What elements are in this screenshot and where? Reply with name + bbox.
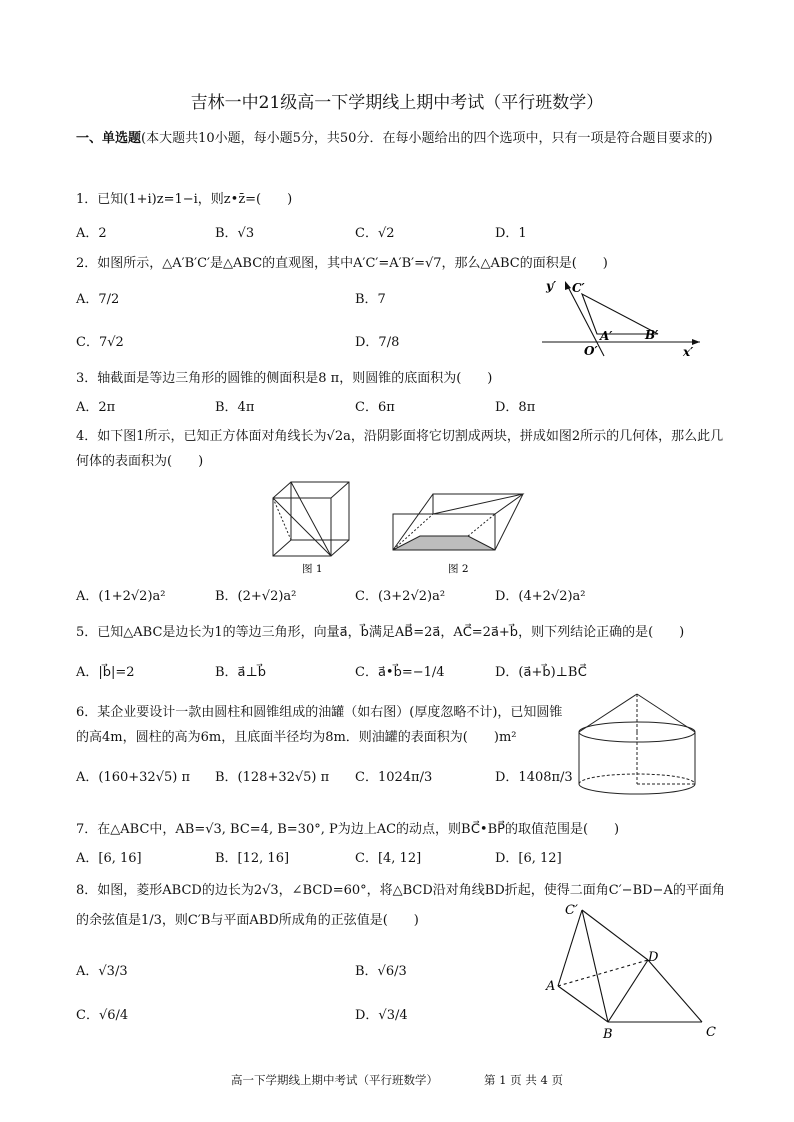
q4-option-a: A．(1+2√2)a²	[76, 589, 166, 604]
q8-label-b: B	[603, 1027, 613, 1042]
q3-option-a: A．2π	[76, 400, 116, 415]
q2-label-cprime: C′	[572, 281, 585, 295]
q2-option-a: A．7/2	[76, 292, 120, 307]
q8-option-a: A．√3/3	[76, 964, 128, 979]
question-8-stem: 8．如图，菱形ABCD的边长为2√3，∠BCD=60°，将△BCD沿对角线BD折起，使得二面角C′−BD−A的平面角的余弦值是1/3，则C′B与平面ABD所成角的正弦值是( )	[76, 883, 725, 928]
q2-oblique-drawing-figure	[538, 276, 708, 360]
q1-option-d: D．1	[495, 226, 527, 241]
q5-option-a: A．|b⃗|=2	[76, 665, 135, 680]
q2-option-c: C．7√2	[76, 335, 124, 350]
q1-option-a: A．2	[76, 226, 107, 241]
section-header	[76, 126, 726, 151]
footer-exam-name: 高一下学期线上期中考试（平行班数学）	[231, 1073, 439, 1087]
q2-label-aprime: A′	[600, 329, 613, 343]
q2-option-b: B．7	[355, 292, 386, 307]
section-heading: 一、单选题	[76, 131, 142, 146]
q2-label-oprime: O′	[584, 344, 598, 358]
q8-label-cprime: C′	[565, 903, 578, 918]
q4-cube-figures	[268, 478, 532, 578]
q2-option-d: D．7/8	[355, 335, 400, 350]
q4-caption-2: 图 2	[448, 563, 469, 575]
q2-label-xprime: x′	[683, 345, 694, 359]
q7-option-c: C．[4, 12]	[355, 851, 422, 866]
q6-option-b: B．(128+32√5) π	[215, 770, 330, 785]
q4-option-d: D．(4+2√2)a²	[495, 589, 586, 604]
q5-option-b: B．a⃗⊥b⃗	[215, 665, 266, 680]
question-3-stem: 3．轴截面是等边三角形的圆锥的侧面积是8 π，则圆锥的底面积为( )	[76, 371, 493, 386]
q4-option-c: C．(3+2√2)a²	[355, 589, 446, 604]
q7-option-b: B．[12, 16]	[215, 851, 290, 866]
q8-option-b: B．√6/3	[355, 964, 407, 979]
question-4-stem: 4．如下图1所示，已知正方体面对角线长为√2a，沿阴影面将它切割成两块，拼成如图2所示的几何体，那么此几何体的表面积为( )	[76, 429, 724, 469]
question-2-stem: 2．如图所示，△A′B′C′是△ABC的直观图，其中A′C′=A′B′=√7，那么△ABC的面积是( )	[76, 256, 608, 271]
q8-label-d: D	[648, 950, 659, 965]
q4-figure-2-prism	[393, 494, 523, 550]
q5-option-d: D．(a⃗+b⃗)⊥BC⃗	[495, 665, 587, 680]
q6-option-a: A．(160+32√5) π	[76, 770, 191, 785]
q3-option-d: D．8π	[495, 400, 536, 415]
q6-option-c: C．1024π/3	[355, 770, 433, 785]
q3-option-c: C．6π	[355, 400, 395, 415]
q8-label-c: C	[706, 1025, 716, 1040]
question-7-stem: 7．在△ABC中，AB=√3, BC=4, B=30°, P为边上AC的动点，则BC⃗•BP⃗的取值范围是( )	[76, 822, 620, 837]
q4-caption-1: 图 1	[302, 563, 323, 575]
question-6-stem: 6．某企业要设计一款由圆柱和圆锥组成的油罐（如右图）(厚度忽略不计)，已知圆锥的高4m，圆柱的高为6m，且底面半径均为8m．则油罐的表面积为( )m²	[76, 705, 563, 745]
q7-option-a: A．[6, 16]	[76, 851, 142, 866]
footer-page-number: 第 1 页 共 4 页	[484, 1073, 563, 1087]
section-description: (本大题共10小题，每小题5分，共50分．在每小题给出的四个选项中，只有一项是符合题目要求的)	[141, 131, 713, 146]
q1-option-c: C．√2	[355, 226, 395, 241]
q6-oil-tank-figure	[572, 690, 702, 800]
q7-option-d: D．[6, 12]	[495, 851, 562, 866]
q6-option-d: D．1408π/3	[495, 770, 573, 785]
page-title: 吉林一中21级高一下学期线上期中考试（平行班数学）	[190, 93, 604, 113]
q2-label-bprime: B′	[645, 328, 659, 342]
question-5-stem: 5．已知△ABC是边长为1的等边三角形，向量a⃗，b⃗满足AB⃗=2a⃗，AC⃗=2a⃗+b⃗，则下列结论正确的是( )	[76, 625, 685, 640]
question-1-stem: 1．已知(1+i)z=1−i，则z•z̄=( )	[76, 192, 293, 207]
q2-label-yprime: y′	[546, 279, 557, 293]
q3-option-b: B．4π	[215, 400, 255, 415]
q8-option-d: D．√3/4	[355, 1008, 408, 1023]
q4-figure-1-cube	[273, 482, 349, 556]
page-footer	[0, 1072, 794, 1088]
q4-option-b: B．(2+√2)a²	[215, 589, 297, 604]
q1-option-b: B．√3	[215, 226, 255, 241]
q8-option-c: C．√6/4	[76, 1008, 129, 1023]
q8-rhombus-fold-figure	[540, 898, 730, 1046]
q8-label-a: A	[546, 979, 556, 994]
q5-option-c: C．a⃗•b⃗=−1/4	[355, 665, 445, 680]
